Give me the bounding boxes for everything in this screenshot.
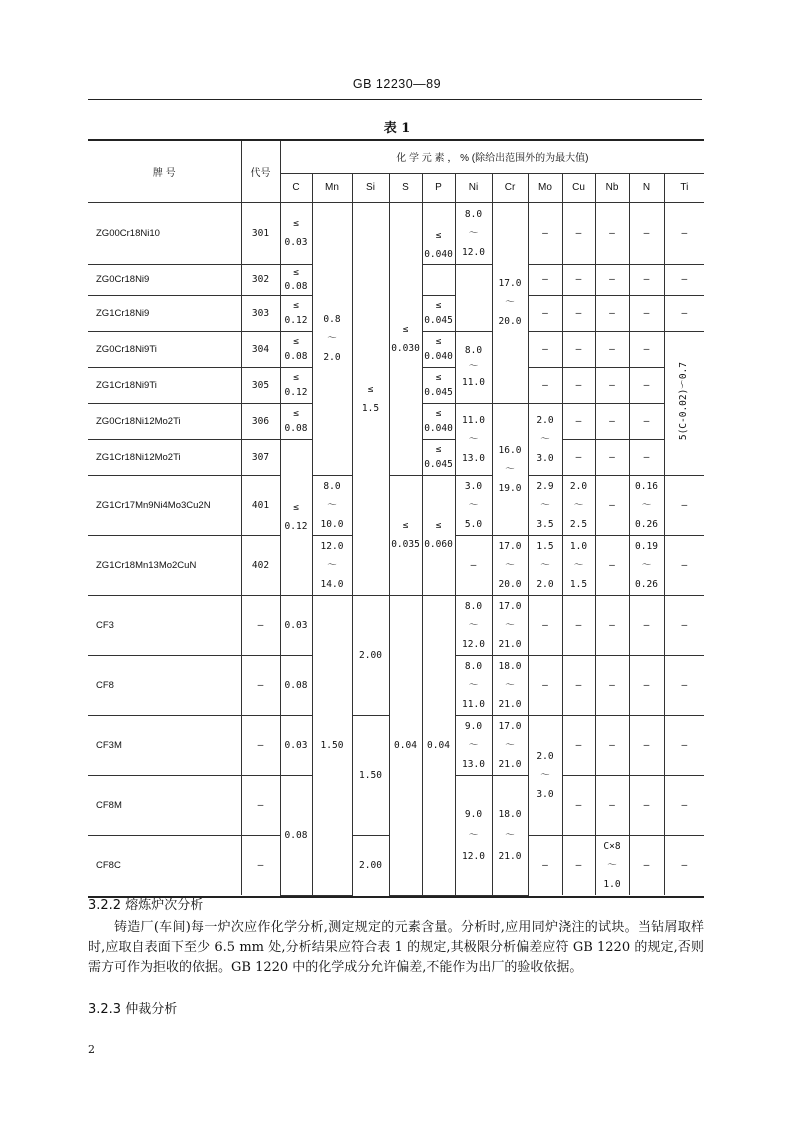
code-cell: —	[241, 775, 280, 835]
c-cell: 0.03	[280, 595, 312, 655]
si-cell: ≤ 1.5	[352, 202, 389, 595]
mn-cell: 1.50	[312, 595, 352, 895]
section-3-2-2-paragraph: 铸造厂(车间)每一炉次应作化学分析,测定规定的元素含量。分析时,应用同炉浇注的试块。当钻屑取样时,应取自表面下至少 6.5 mm 处,分析结果应符合表 1 的规定,其极限分析偏差应符 GB 1220 的规定,否则需方可作为拒收的依据。GB 1220 中的化学成分允许偏差,不能作为出厂的验收依据。	[88, 920, 704, 975]
cu-cell: —	[562, 295, 595, 331]
ti-cell: —	[664, 264, 704, 295]
nb-cell: —	[595, 295, 629, 331]
n-cell: —	[629, 715, 664, 775]
element-header-ni: Ni	[455, 173, 492, 202]
grade-cell: ZG1Cr18Ni9	[88, 295, 241, 331]
code-cell: 306	[241, 403, 280, 439]
n-cell: —	[629, 403, 664, 439]
n-cell: —	[629, 775, 664, 835]
nb-cell: —	[595, 331, 629, 367]
mn-cell: 12.0 ～ 14.0	[312, 535, 352, 595]
code-cell: 402	[241, 535, 280, 595]
si-cell: 2.00	[352, 595, 389, 715]
ti-cell: —	[664, 715, 704, 775]
n-cell: 0.16 ～ 0.26	[629, 475, 664, 535]
nb-cell: —	[595, 535, 629, 595]
cu-cell: —	[562, 202, 595, 264]
grade-header: 牌 号	[88, 141, 241, 202]
c-cell: 0.08	[280, 655, 312, 715]
code-cell: 303	[241, 295, 280, 331]
code-cell: 305	[241, 367, 280, 403]
code-cell: 401	[241, 475, 280, 535]
cu-cell: —	[562, 835, 595, 895]
si-cell: 2.00	[352, 835, 389, 895]
grade-cell: ZG0Cr18Ni9	[88, 264, 241, 295]
element-header-cr: Cr	[492, 173, 528, 202]
n-cell: —	[629, 595, 664, 655]
element-header-mo: Mo	[528, 173, 562, 202]
grade-cell: ZG1Cr18Mn13Mo2CuN	[88, 535, 241, 595]
cu-cell: 1.0 ～ 1.5	[562, 535, 595, 595]
n-cell: —	[629, 331, 664, 367]
ti-cell: —	[664, 835, 704, 895]
cr-cell: 18.0 ～ 21.0	[492, 775, 528, 895]
ti-cell: —	[664, 655, 704, 715]
mo-cell: —	[528, 367, 562, 403]
c-cell: ≤ 0.08	[280, 264, 312, 295]
mo-cell: 2.9 ～ 3.5	[528, 475, 562, 535]
cr-cell: 16.0 ～ 19.0	[492, 403, 528, 535]
si-cell: 1.50	[352, 715, 389, 835]
code-cell: 307	[241, 439, 280, 475]
standard-number-header: GB 12230—89	[352, 77, 442, 91]
code-cell: —	[241, 655, 280, 715]
code-cell: 302	[241, 264, 280, 295]
code-cell: 304	[241, 331, 280, 367]
nb-cell: —	[595, 775, 629, 835]
n-cell: —	[629, 202, 664, 264]
p-cell: ≤ 0.060	[422, 475, 455, 595]
cu-cell: —	[562, 715, 595, 775]
element-header-cu: Cu	[562, 173, 595, 202]
mo-cell: 2.0 ～ 3.0	[528, 715, 562, 835]
n-cell: —	[629, 295, 664, 331]
n-cell: —	[629, 367, 664, 403]
mo-cell: —	[528, 835, 562, 895]
element-header-nb: Nb	[595, 173, 629, 202]
mo-cell: —	[528, 655, 562, 715]
code-header: 代号	[241, 141, 280, 202]
cu-cell: —	[562, 331, 595, 367]
nb-cell: —	[595, 439, 629, 475]
cu-cell: —	[562, 403, 595, 439]
table-row	[88, 475, 704, 535]
c-cell: ≤ 0.12	[280, 439, 312, 595]
grade-cell: ZG1Cr17Mn9Ni4Mo3Cu2N	[88, 475, 241, 535]
s-cell: ≤ 0.030	[389, 202, 422, 475]
s-cell: ≤ 0.035	[389, 475, 422, 595]
ti-cell: —	[664, 295, 704, 331]
chemical-composition-table	[88, 141, 704, 896]
cu-cell: —	[562, 655, 595, 715]
grade-cell: ZG00Cr18Ni10	[88, 202, 241, 264]
n-cell: —	[629, 655, 664, 715]
nb-cell: —	[595, 595, 629, 655]
section-3-2-3-title: 3.2.3 仲裁分析	[88, 1002, 178, 1017]
nb-cell: C×8 ～ 1.0	[595, 835, 629, 895]
cr-cell: 17.0 ～ 20.0	[492, 202, 528, 403]
code-cell: 301	[241, 202, 280, 264]
ti-cell	[664, 331, 704, 475]
element-header-ti: Ti	[664, 173, 704, 202]
c-cell: ≤ 0.08	[280, 403, 312, 439]
n-cell: 0.19 ～ 0.26	[629, 535, 664, 595]
ti-cell: —	[664, 475, 704, 535]
mo-cell: —	[528, 595, 562, 655]
grade-cell: CF8M	[88, 775, 241, 835]
ti-cell: —	[664, 775, 704, 835]
section-3-2-2-title: 3.2.2 熔炼炉次分析	[88, 898, 204, 913]
nb-cell: —	[595, 655, 629, 715]
nb-cell: —	[595, 715, 629, 775]
cr-cell: 17.0 ～ 21.0	[492, 595, 528, 655]
nb-cell: —	[595, 475, 629, 535]
p-cell: ≤ 0.045	[422, 367, 455, 403]
code-cell: —	[241, 595, 280, 655]
grade-cell: ZG1Cr18Ni9Ti	[88, 367, 241, 403]
grade-cell: CF3	[88, 595, 241, 655]
cu-cell: 2.0 ～ 2.5	[562, 475, 595, 535]
mo-cell: 1.5 ～ 2.0	[528, 535, 562, 595]
c-cell: ≤ 0.12	[280, 367, 312, 403]
mo-cell: —	[528, 264, 562, 295]
ni-cell: 8.0 ～ 12.0	[455, 202, 492, 264]
p-cell	[422, 264, 455, 295]
ti-cell: —	[664, 595, 704, 655]
cr-cell: 17.0 ～ 20.0	[492, 535, 528, 595]
cr-cell: 17.0 ～ 21.0	[492, 715, 528, 775]
grade-cell: ZG0Cr18Ni9Ti	[88, 331, 241, 367]
p-cell: ≤ 0.040	[422, 403, 455, 439]
ni-cell: 3.0 ～ 5.0	[455, 475, 492, 535]
mn-cell: 8.0 ～ 10.0	[312, 475, 352, 535]
grade-cell: CF8C	[88, 835, 241, 895]
header-rule	[88, 99, 702, 100]
ni-cell: 8.0 ～ 12.0	[455, 595, 492, 655]
element-header-c: C	[280, 173, 312, 202]
mo-cell: —	[528, 202, 562, 264]
chemical-elements-header: 化 学 元 素 ， % (除给出范围外的为最大值)	[280, 141, 704, 173]
element-header-p: P	[422, 173, 455, 202]
grade-cell: CF3M	[88, 715, 241, 775]
p-cell: ≤ 0.040	[422, 202, 455, 264]
mo-cell: 2.0 ～ 3.0	[528, 403, 562, 475]
element-header-mn: Mn	[312, 173, 352, 202]
c-cell: 0.08	[280, 775, 312, 895]
ni-cell: —	[455, 535, 492, 595]
nb-cell: —	[595, 202, 629, 264]
cu-cell: —	[562, 439, 595, 475]
c-cell: ≤ 0.12	[280, 295, 312, 331]
nb-cell: —	[595, 264, 629, 295]
mn-cell: 0.8 ～ 2.0	[312, 202, 352, 475]
c-cell: ≤ 0.08	[280, 331, 312, 367]
p-cell: 0.04	[422, 595, 455, 895]
ni-cell: 9.0 ～ 13.0	[455, 715, 492, 775]
ni-cell: 11.0 ～ 13.0	[455, 403, 492, 475]
ni-cell: 8.0 ～ 11.0	[455, 331, 492, 403]
grade-cell: ZG0Cr18Ni12Mo2Ti	[88, 403, 241, 439]
grade-cell: CF8	[88, 655, 241, 715]
ti-cell: —	[664, 202, 704, 264]
element-header-si: Si	[352, 173, 389, 202]
p-cell: ≤ 0.045	[422, 295, 455, 331]
n-cell: —	[629, 835, 664, 895]
code-cell: —	[241, 835, 280, 895]
cu-cell: —	[562, 264, 595, 295]
ti-range-vertical: 5(C-0.02)～0.7	[678, 362, 690, 441]
page-number: 2	[88, 1043, 95, 1056]
table-row	[88, 202, 704, 264]
c-cell: ≤ 0.03	[280, 202, 312, 264]
cu-cell: —	[562, 595, 595, 655]
element-header-n: N	[629, 173, 664, 202]
n-cell: —	[629, 264, 664, 295]
n-cell: —	[629, 439, 664, 475]
code-cell: —	[241, 715, 280, 775]
table-caption: 表 1	[383, 121, 411, 136]
p-cell: ≤ 0.045	[422, 439, 455, 475]
ni-cell: 9.0 ～ 12.0	[455, 775, 492, 895]
cu-cell: —	[562, 367, 595, 403]
s-cell: 0.04	[389, 595, 422, 895]
cu-cell: —	[562, 775, 595, 835]
table-row	[88, 595, 704, 655]
cr-cell: 18.0 ～ 21.0	[492, 655, 528, 715]
c-cell: 0.03	[280, 715, 312, 775]
ti-cell: —	[664, 535, 704, 595]
p-cell: ≤ 0.040	[422, 331, 455, 367]
composition-table-frame	[88, 139, 704, 898]
nb-cell: —	[595, 367, 629, 403]
mo-cell: —	[528, 295, 562, 331]
grade-cell: ZG1Cr18Ni12Mo2Ti	[88, 439, 241, 475]
mo-cell: —	[528, 331, 562, 367]
ni-cell	[455, 264, 492, 331]
nb-cell: —	[595, 403, 629, 439]
ni-cell: 8.0 ～ 11.0	[455, 655, 492, 715]
element-header-s: S	[389, 173, 422, 202]
